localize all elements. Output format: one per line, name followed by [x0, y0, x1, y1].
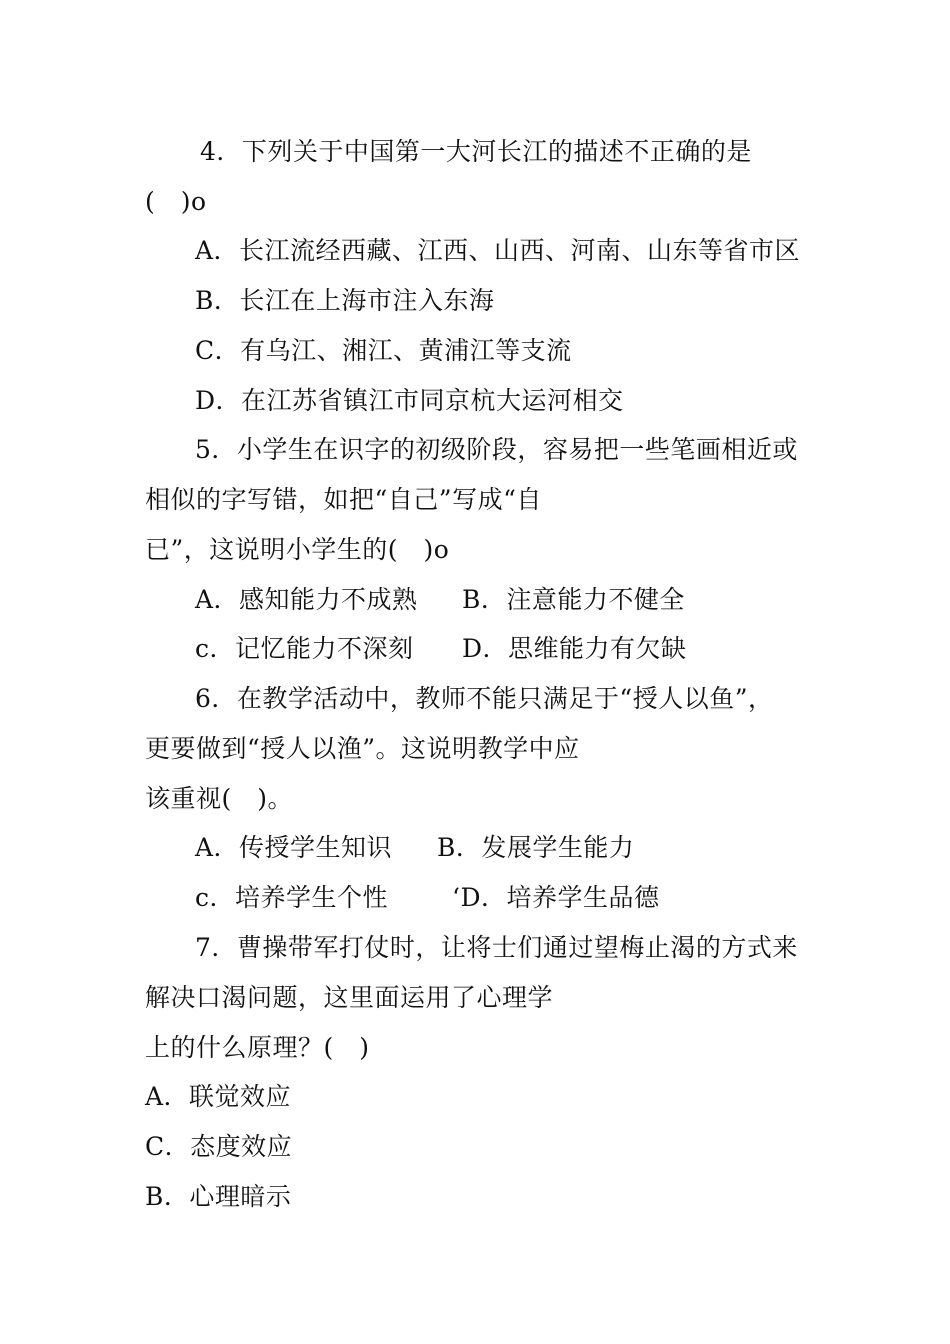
q5-option-d: D．思维能力有欠缺 [462, 634, 687, 663]
q5-stem-line3: 已”，这说明小学生的( )o [145, 535, 450, 564]
q4-option-d: D．在江苏省镇江市同京杭大运河相交 [195, 386, 624, 415]
q7-option-b: B．心理暗示 [145, 1182, 292, 1211]
q6-stem-line3: 该重视( )。 [145, 784, 294, 813]
q4-stem-line1: 4．下列关于中国第一大河长江的描述不正确的是 [200, 137, 752, 166]
q7-option-a: A．联觉效应 [145, 1082, 292, 1111]
q5-stem-line1: 5．小学生在识字的初级阶段，容易把一些笔画相近或 [195, 435, 798, 464]
q6-option-b: B．发展学生能力 [437, 833, 635, 862]
q5-option-a: A．感知能力不成熟 [195, 585, 418, 614]
q6-stem-line1: 6．在教学活动中，教师不能只满足于“授人以鱼”， [195, 684, 774, 713]
q6-option-c: c．培养学生个性 [195, 883, 389, 912]
q4-stem-line2: ( )o [145, 187, 207, 216]
q6-stem-line2: 更要做到“授人以渔”。这说明教学中应 [145, 734, 580, 763]
q7-option-c: C．态度效应 [145, 1132, 293, 1161]
q6-option-a: A．传授学生知识 [195, 833, 393, 862]
q4-option-b: B．长江在上海市注入东海 [195, 286, 495, 315]
q7-stem-line2: 解决口渴问题，这里面运用了心理学 [145, 983, 554, 1012]
q5-stem-line2: 相似的字写错，如把“自己”写成“自 [145, 485, 542, 514]
q5-option-c: c．记忆能力不深刻 [195, 634, 414, 663]
q7-stem-line1: 7．曹操带军打仗时，让将士们通过望梅止渴的方式来 [195, 933, 798, 962]
q4-option-a: A．长江流经西藏、江西、山西、河南、山东等省市区 [195, 236, 801, 265]
q7-stem-line3: 上的什么原理？( ) [145, 1033, 370, 1062]
q5-option-b: B．注意能力不健全 [462, 585, 685, 614]
q6-option-d: ‘D．培养学生品德 [452, 883, 660, 912]
q4-option-c: C．有乌江、湘江、黄浦江等支流 [195, 336, 572, 365]
